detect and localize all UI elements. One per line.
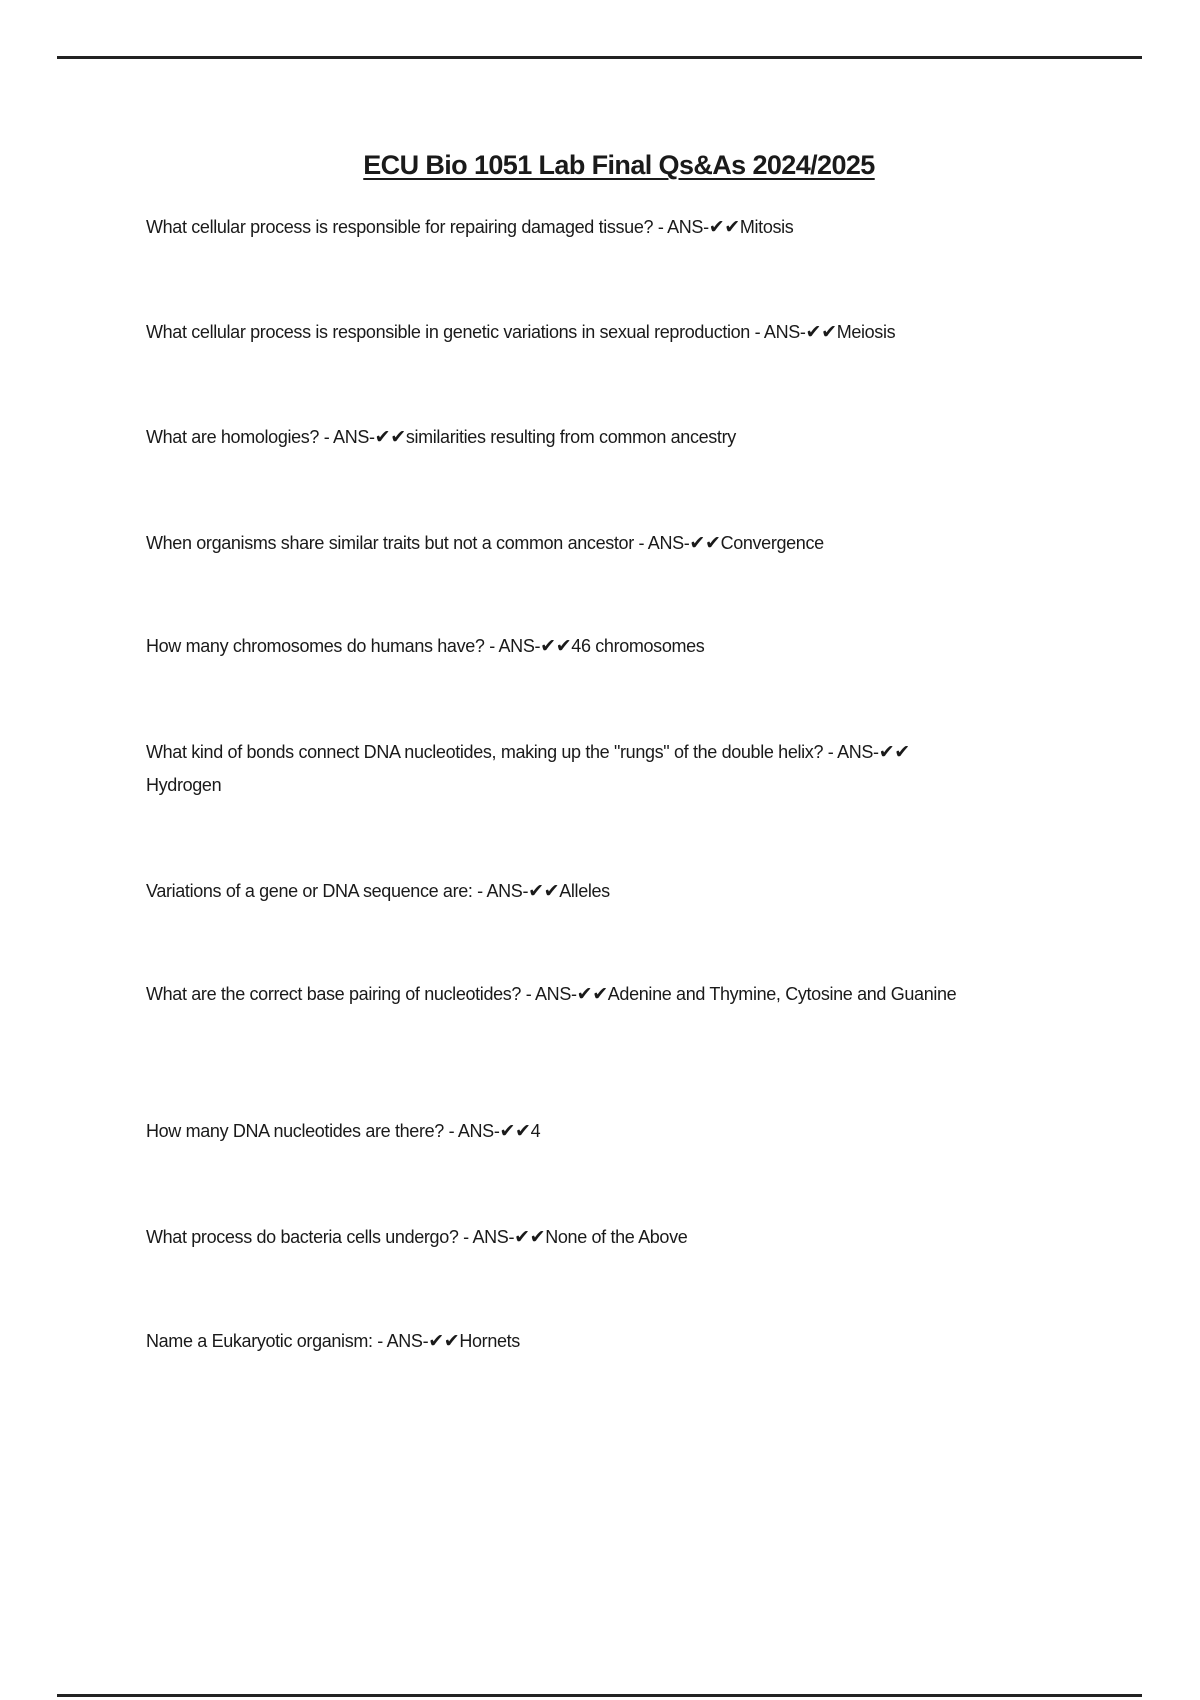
question-text: What are homologies? — [146, 427, 320, 447]
question-text: How many DNA nucleotides are there? — [146, 1121, 444, 1141]
qa-item — [146, 1221, 1076, 1254]
qa-item — [146, 736, 1076, 802]
answer-text: Meiosis — [836, 322, 896, 342]
answer-text: 4 — [530, 1121, 541, 1141]
answer-prefix: - ANS- — [633, 533, 690, 553]
answer-prefix: - ANS- — [823, 742, 879, 762]
question-text: Name a Eukaryotic organism: — [146, 1331, 373, 1351]
document-title: ECU Bio 1051 Lab Final Qs&As 2024/2025 — [363, 150, 875, 180]
answer-text: Convergence — [720, 533, 824, 553]
check-mark-icon: ✔✔ — [374, 427, 406, 448]
qa-item — [146, 630, 1076, 663]
qa-item — [146, 421, 1076, 454]
check-mark-icon: ✔✔ — [576, 984, 608, 1005]
question-text: How many chromosomes do humans have? — [146, 636, 485, 656]
answer-prefix: - ANS- — [472, 881, 529, 901]
answer-prefix: - ANS- — [443, 1121, 500, 1141]
answer-prefix: - ANS- — [372, 1331, 429, 1351]
answer-prefix: - ANS- — [319, 427, 375, 447]
answer-prefix: - ANS- — [749, 322, 806, 342]
check-mark-icon: ✔✔ — [689, 533, 721, 554]
qa-item — [146, 211, 1076, 244]
answer-text: Hydrogen — [146, 775, 222, 795]
answer-text: Alleles — [559, 881, 610, 901]
qa-item — [146, 978, 1076, 1011]
qa-item — [146, 1115, 1076, 1148]
answer-text: Hornets — [459, 1331, 520, 1351]
question-text: What kind of bonds connect DNA nucleotides, making up the "rungs" of the double helix? — [146, 742, 824, 762]
answer-text: 46 chromosomes — [571, 636, 705, 656]
question-text: Variations of a gene or DNA sequence are: — [146, 881, 473, 901]
check-mark-icon: ✔✔ — [499, 1121, 531, 1142]
footer-rule — [57, 1694, 1142, 1697]
answer-prefix: - ANS- — [484, 636, 541, 656]
qa-item — [146, 875, 1076, 908]
answer-text: Mitosis — [739, 217, 794, 237]
qa-item — [146, 1325, 1076, 1358]
header-rule — [57, 56, 1142, 59]
question-text: When organisms share similar traits but not a common ancestor — [146, 533, 634, 553]
answer-text: None of the Above — [545, 1227, 688, 1247]
answer-prefix: - ANS- — [521, 984, 577, 1004]
check-mark-icon: ✔✔ — [708, 217, 740, 238]
question-text: What cellular process is responsible in genetic variations in sexual reproduction — [146, 322, 750, 342]
answer-text: Adenine and Thymine, Cytosine and Guanine — [607, 984, 957, 1004]
check-mark-icon: ✔✔ — [805, 322, 837, 343]
answer-prefix: - ANS- — [458, 1227, 515, 1247]
question-text: What are the correct base pairing of nucleotides? — [146, 984, 522, 1004]
check-mark-icon: ✔✔ — [514, 1227, 546, 1248]
answer-prefix: - ANS- — [653, 217, 709, 237]
qa-item — [146, 527, 1076, 560]
check-mark-icon: ✔✔ — [878, 742, 910, 763]
qa-item — [146, 316, 1076, 349]
question-text: What cellular process is responsible for repairing damaged tissue? — [146, 217, 654, 237]
check-mark-icon: ✔✔ — [528, 881, 560, 902]
answer-text: similarities resulting from common ancestry — [405, 427, 736, 447]
check-mark-icon: ✔✔ — [540, 636, 572, 657]
question-text: What process do bacteria cells undergo? — [146, 1227, 459, 1247]
check-mark-icon: ✔✔ — [428, 1331, 460, 1352]
